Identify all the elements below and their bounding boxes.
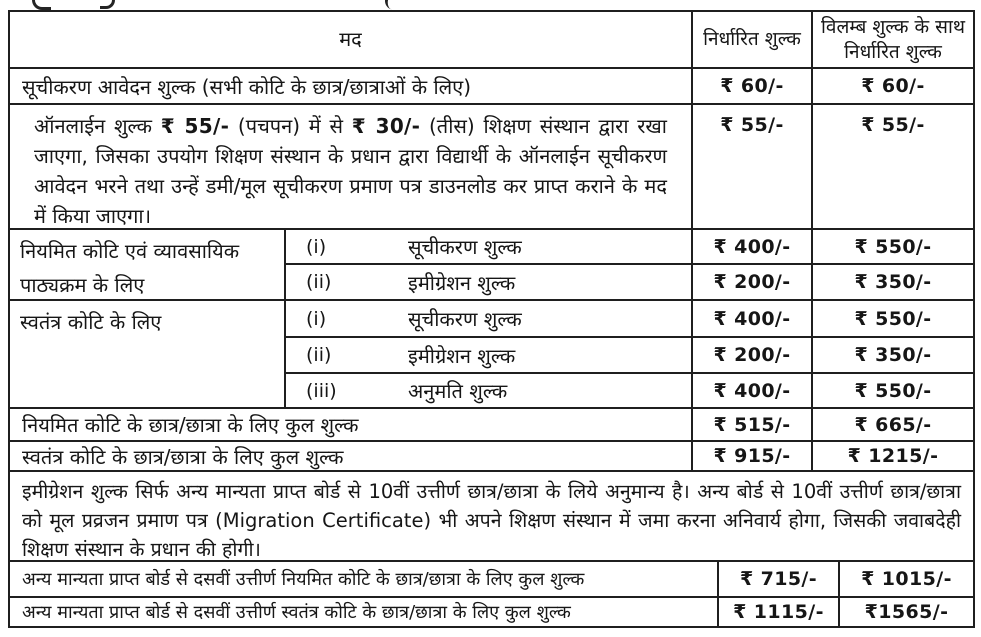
fee-item [284, 265, 691, 301]
cropped-heading-fragment [32, 0, 51, 10]
table-row-online-fee [10, 103, 973, 228]
late-fee-value: ₹ 60/- [811, 69, 973, 103]
fee-item [284, 338, 691, 374]
item-name: अनुमति शुल्क [408, 379, 508, 403]
group-label-independent: स्वतंत्र कोटि के लिए [20, 310, 162, 334]
row-item-text: नियमित कोटि के छात्र/छात्रा के लिए कुल शुल्क [22, 413, 359, 437]
fixed-fee-value: ₹ 715/- [717, 562, 838, 596]
fee-table [8, 10, 975, 628]
table-row-application-fee [10, 67, 973, 103]
late-fee-value: ₹ 1015/- [838, 562, 973, 596]
fixed-fee-value: ₹ 400/- [691, 374, 811, 407]
item-column-label: मद [339, 27, 362, 51]
late-fee-value: ₹ 350/- [811, 338, 973, 374]
item-marker: (ii) [306, 271, 332, 293]
late-fee-value: ₹ 350/- [811, 265, 973, 301]
late-fee-value: ₹ 550/- [811, 230, 973, 265]
row-item-text: अन्य मान्यता प्राप्त बोर्ड से दसवीं उत्तीर्ण स्वतंत्र कोटि के छात्र/छात्रा के लिए कुल शुल्क [22, 602, 571, 623]
late-fee-value: ₹ 55/- [811, 105, 973, 228]
fixed-fee-column-label: निर्धारित शुल्क [703, 28, 801, 50]
row-item-text: स्वतंत्र कोटि के छात्र/छात्रा के लिए कुल शुल्क [22, 444, 344, 469]
late-fee-value: ₹ 1215/- [811, 442, 973, 470]
late-fee-value: ₹1565/- [838, 598, 973, 626]
fixed-fee-value: ₹ 400/- [691, 230, 811, 265]
fee-item [284, 301, 691, 338]
category-fee-rows [10, 228, 973, 407]
row-item-text: अन्य मान्यता प्राप्त बोर्ड से दसवीं उत्तीर्ण नियमित कोटि के छात्र/छात्रा के लिए कुल शुल्क [22, 569, 585, 590]
item-marker: (i) [306, 307, 327, 330]
item-name: सूचीकरण शुल्क [408, 307, 522, 331]
item-marker: (ii) [306, 344, 332, 366]
column-header-fixed-fee [691, 12, 811, 67]
fixed-fee-value: ₹ 55/- [691, 105, 811, 228]
fixed-fee-value: ₹ 515/- [691, 409, 811, 440]
header-row [10, 12, 973, 67]
table-row-other-board-regular [10, 560, 973, 596]
row-item-text: सूचीकरण आवेदन शुल्क (सभी कोटि के छात्र/छात्राओं के लिए) [22, 74, 472, 99]
group-label-regular-vocational: नियमित कोटि एवं व्यावसायिक पाठ्यक्रम के लिए [10, 230, 284, 301]
item-name: सूचीकरण शुल्क [408, 235, 522, 259]
late-fee-column-label: विलम्ब शुल्क के साथ निर्धारित शुल्क [820, 15, 966, 63]
item-name: इमीग्रेशन शुल्क [408, 270, 516, 295]
column-header-item [10, 12, 691, 67]
item-marker: (iii) [306, 379, 337, 402]
column-header-late-fee [811, 12, 973, 67]
cropped-heading-fragment [383, 0, 397, 10]
late-fee-value: ₹ 665/- [811, 409, 973, 440]
late-fee-value: ₹ 550/- [811, 374, 973, 407]
migration-note: इमीग्रेशन शुल्क सिर्फ अन्य मान्यता प्राप्त बोर्ड से 10वीं उत्तीर्ण छात्र/छात्रा के लिये अनुमान्य है। अन्य बोर्ड से 10वीं उत्तीर्ण छात्र/छात्रा को मूल प्रव्रजन प्रमाण पत्र (Migration Certificate) भी अपने शिक्षण संस्थान में जमा करना अनिवार्य होगा, जिसकी जवाबदेही शिक्षण संस्थान के प्रधान की होगी। [10, 470, 973, 560]
row-item-text [10, 105, 691, 228]
table-row-other-board-independent [10, 596, 973, 626]
cropped-heading-fragment [100, 0, 115, 9]
fixed-fee-value: ₹ 200/- [691, 338, 811, 374]
online-fee-description: ऑनलाईन शुल्क ₹ 55/- (पचपन) में से ₹ 30/- (तीस) शिक्षण संस्थान द्वारा रखा जाएगा, जिसका उपयोग शिक्षण संस्थान के प्रधान द्वारा विद्यार्थी के ऑनलाईन सूचीकरण आवेदन भरने तथा उन्हें डमी/मूल सूचीकरण प्रमाण पत्र डाउनलोड कर प्राप्त कराने के मद में किया जाएगा। [34, 114, 667, 228]
late-fee-value: ₹ 550/- [811, 301, 973, 338]
item-marker: (i) [306, 235, 327, 258]
table-row-total-independent [10, 440, 973, 470]
fixed-fee-value: ₹ 200/- [691, 265, 811, 301]
fixed-fee-value: ₹ 915/- [691, 442, 811, 470]
fixed-fee-value: ₹ 400/- [691, 301, 811, 338]
item-name: इमीग्रेशन शुल्क [408, 343, 516, 368]
fixed-fee-value: ₹ 60/- [691, 69, 811, 103]
table-row-total-regular [10, 407, 973, 440]
fee-item [284, 374, 691, 407]
fee-item [284, 230, 691, 265]
fixed-fee-value: ₹ 1115/- [717, 598, 838, 626]
